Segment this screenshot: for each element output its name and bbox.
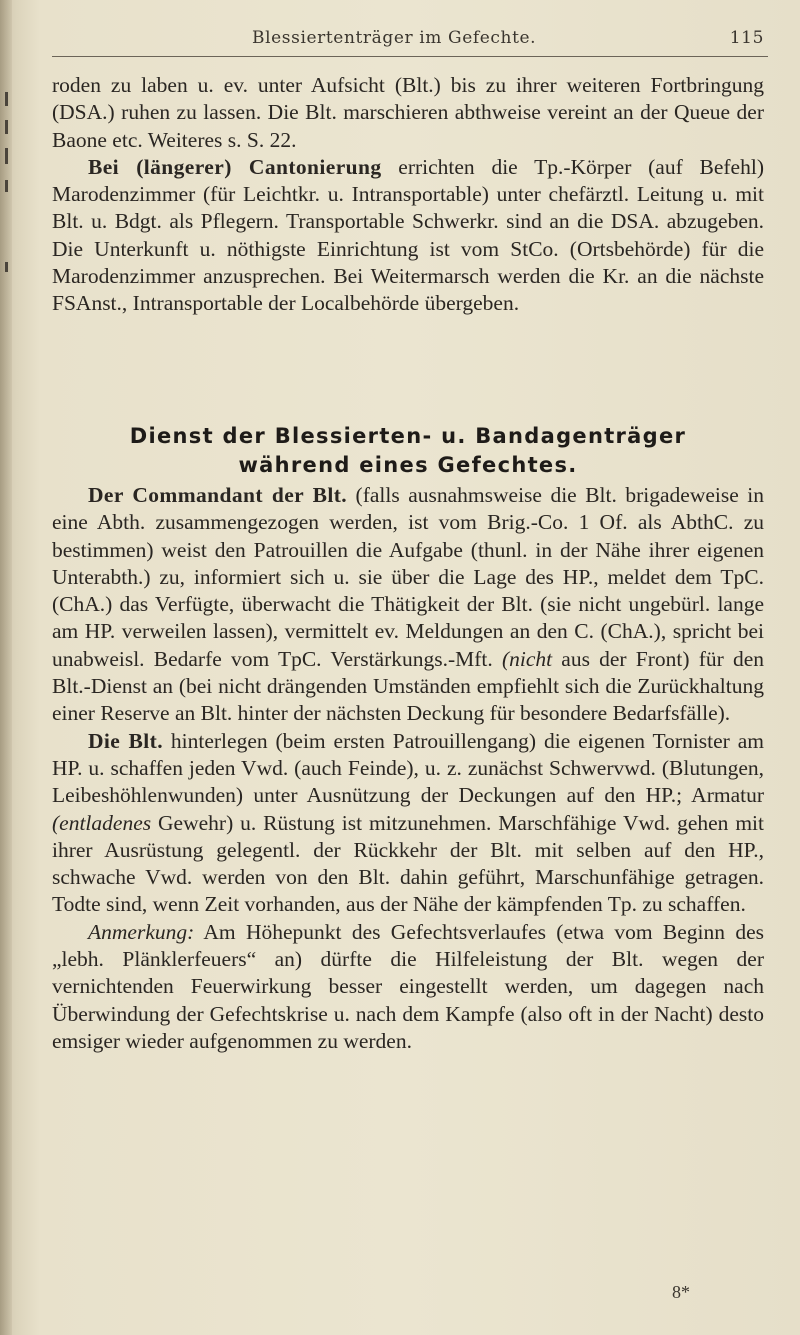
- gutter-mark: [5, 180, 8, 192]
- commandant-text-a: (falls ausnahmsweise die Blt. brigadeweise in eine Abth. zusammengezogen werden, ist vom Brig.-Co. 1 Of. als AbthC. zu bestimmen) weist den Patrouillen die Aufgabe (thunl. in der Nähe ihrer eigenen Unterabth.) zu, informiert sich u. sie über die Lage des HP., meldet dem TpC. (ChA.) das Verfügte, überwacht die Thätigkeit der Blt. (sie nicht ungebürl. lange am HP. verweilen lassen), vermittelt ev. Meldungen an den C. (ChA.), spricht bei unabweisl. Bedarfe vom TpC. Verstärkungs.-Mft.: [52, 483, 764, 671]
- intro-paragraph-2: [52, 154, 764, 318]
- section-heading: [52, 422, 764, 480]
- signature-mark: 8*: [672, 1282, 690, 1302]
- blt-text-b: Gewehr) u. Rüstung ist mitzunehmen. Marschfähige Vwd. gehen mit ihrer Ausrüstung gelegentl. der Rückkehr der Blt. mit selben auf den HP., schwache Vwd. werden von den Blt. dahin geführt, Marschunfähige getragen. Todte sind, wenn Zeit vorhanden, aus der Nähe der kämpfenden Tp. zu schaffen.: [52, 810, 764, 917]
- cantonierung-lead: Bei (längerer) Cantonierung: [88, 154, 382, 179]
- note-text: Am Höhepunkt des Gefechtsverlaufes (etwa vom Beginn des „lebh. Plänklerfeuers“ an) dürfte die Hilfeleistung der Blt. wegen der vernichtenden Feuerwirkung besser eingestellt werden, um dagegen nach Überwindung der Gefechtskrise u. nach dem Kampfe (also oft in der Nacht) desto emsiger wieder aufgenommen zu werden.: [52, 919, 764, 1053]
- gutter-mark: [5, 92, 8, 106]
- blt-lead: Die Blt.: [88, 728, 163, 753]
- commandant-italic: (nicht: [501, 646, 553, 671]
- gutter-mark: [5, 262, 8, 272]
- section-heading-line-2: während eines Gefechtes.: [238, 453, 578, 477]
- intro-text: [52, 72, 764, 318]
- running-title: Blessiertenträger im Gefechte.: [252, 28, 537, 48]
- section-heading-line-1: Dienst der Blessierten- u. Bandagenträger: [129, 424, 687, 448]
- page-binding-edge: [0, 0, 12, 1335]
- blt-paragraph: [52, 728, 764, 919]
- blt-italic: (entladenes: [52, 810, 152, 835]
- commandant-text-b: aus der Front) für den Blt.-Dienst an (bei nicht drängenden Umständen empfiehlt sich die Zurückhaltung einer Reserve an Blt. hinter der nächsten Deckung für besondere Bedarfsfälle).: [52, 646, 764, 726]
- commandant-paragraph: [52, 482, 764, 728]
- intro-paragraph-1: roden zu laben u. ev. unter Aufsicht (Blt.) bis zu ihrer weiteren Fortbringung (DSA.) ruhen zu lassen. Die Blt. marschieren abthweise vereint an der Queue der Baone etc. Weiteres s. S. 22.: [52, 73, 764, 152]
- gutter-mark: [5, 120, 8, 134]
- page-header: [52, 28, 768, 56]
- commandant-lead: Der Commandant der Blt.: [88, 483, 348, 507]
- page-number: 115: [729, 28, 764, 48]
- blt-text-a: hinterlegen (beim ersten Patrouillengang) die eigenen Tornister am HP. u. schaffen jeden Vwd. (auch Feinde), u. z. zunächst Schwervwd. (Blutungen, Leibeshöhlenwunden) unter Ausnützung der Deckungen auf den HP.; Armatur: [52, 728, 765, 808]
- note-paragraph: [52, 919, 764, 1055]
- header-rule: [52, 56, 768, 57]
- note-label: Anmerkung:: [88, 919, 195, 944]
- gutter-mark: [5, 148, 8, 164]
- section-text: [52, 482, 764, 1055]
- cantonierung-text: errichten die Tp.-Körper (auf Befehl) Marodenzimmer (für Leichtkr. u. Intransportable) unter chefärztl. Leitung u. mit Blt. u. Bdgt. als Pflegern. Transportable Schwerkr. sind an die DSA. abzugeben. Die Unterkunft u. nöthigste Einrichtung ist vom StCo. (Ortsbehörde) für die Marodenzimmer anzusprechen. Bei Weitermarsch werden die Kr. an die nächste FSAnst., Intransportable der Localbehörde übergeben.: [52, 154, 764, 316]
